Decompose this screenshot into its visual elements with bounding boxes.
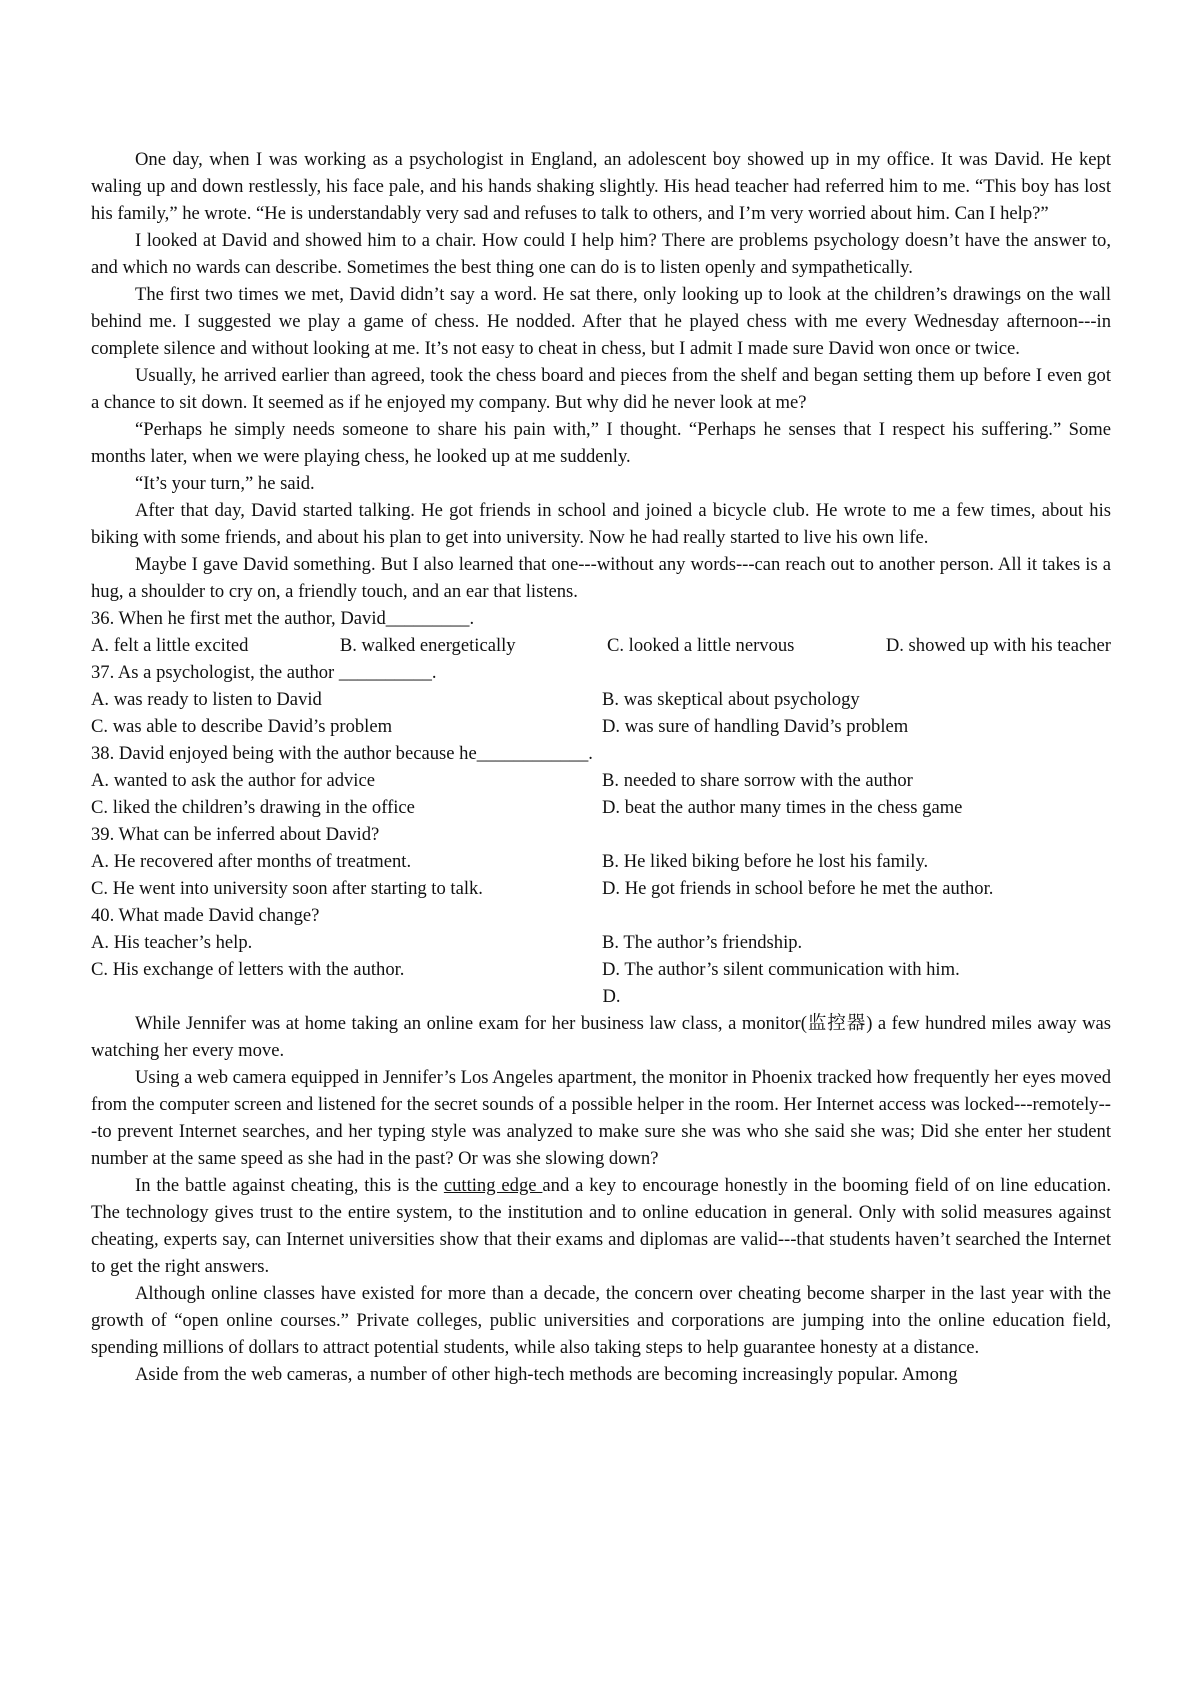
passage-c-paragraph-7: After that day, David started talking. He got friends in school and joined a bicycle club. He wrote to me a few times, about his biking with some friends, and about his plan to get into university. Now he had really started to live his own life. — [91, 500, 1111, 548]
paragraph-text-after: and a key to encourage honestly in the booming field of on line education. The technology gives trust to the entire system, to the institution and to online education in general. Only with solid measures against cheating, experts say, can Internet universities show that their exams and diplomas are valid---that students haven’t searched the Internet to get the right answers. — [91, 1175, 1111, 1277]
question-options-row — [91, 956, 1111, 983]
passage-c-paragraph-4: Usually, he arrived earlier than agreed, took the chess board and pieces from the shelf and began setting them up before I even got a chance to sit down. It seemed as if he enjoyed my company. But why did he never look at me? — [91, 365, 1111, 413]
passage-d-paragraph-5: Aside from the web cameras, a number of other high-tech methods are becoming increasingly popular. Among — [135, 1364, 958, 1385]
passage-d-paragraph-1: While Jennifer was at home taking an online exam for her business law class, a monitor(监控器) a few hundred miles away was watching her every move. — [91, 1013, 1111, 1061]
section-d-heading: D. — [602, 986, 621, 1007]
option-a: A. His teacher’s help. — [91, 932, 253, 953]
passage-d-paragraph-3 — [91, 1172, 1111, 1280]
question-options — [91, 632, 1111, 659]
question-options-row — [91, 929, 1111, 956]
passage-c-paragraph-8: Maybe I gave David something. But I also learned that one---without any words---can reach out to another person. All it takes is a hug, a shoulder to cry on, a friendly touch, and an ear that listens. — [91, 554, 1111, 602]
option-c: C. looked a little nervous — [606, 635, 795, 656]
option-b: B. The author’s friendship. — [602, 932, 803, 953]
exam-page — [91, 146, 1111, 1388]
question-stem: 38. David enjoyed being with the author because he____________. — [91, 743, 593, 764]
option-c: C. liked the children’s drawing in the office — [91, 797, 415, 818]
question-40 — [91, 902, 1111, 983]
option-c: C. was able to describe David’s problem — [91, 716, 393, 737]
passage-c-paragraph-6: “It’s your turn,” he said. — [135, 473, 315, 494]
question-options-row — [91, 713, 1111, 740]
question-37 — [91, 659, 1111, 740]
question-options-row — [91, 794, 1111, 821]
option-d: D. He got friends in school before he met the author. — [602, 878, 994, 899]
option-d: D. beat the author many times in the chess game — [602, 797, 963, 818]
option-d: D. The author’s silent communication with him. — [602, 959, 960, 980]
passage-d-paragraph-4: Although online classes have existed for more than a decade, the concern over cheating become sharper in the last year with the growth of “open online courses.” Private colleges, public universities and corporations are jumping into the online education field, spending millions of dollars to attract potential students, while also taking steps to help guarantee honesty at a distance. — [91, 1283, 1111, 1358]
passage-c-paragraph-1: One day, when I was working as a psychologist in England, an adolescent boy showed up in my office. It was David. He kept waling up and down restlessly, his face pale, and his hands shaking slightly. His head teacher had referred him to me. “This boy has lost his family,” he wrote. “He is understandably very sad and refuses to talk to others, and I’m very worried about him. Can I help?” — [91, 149, 1111, 224]
option-a: A. felt a little excited — [91, 635, 249, 656]
question-stem: 37. As a psychologist, the author __________. — [91, 662, 437, 683]
option-b: B. needed to share sorrow with the author — [602, 770, 913, 791]
question-options-row — [91, 875, 1111, 902]
option-a: A. wanted to ask the author for advice — [91, 770, 375, 791]
option-a: A. He recovered after months of treatment. — [91, 851, 412, 872]
question-39 — [91, 821, 1111, 902]
option-c: C. His exchange of letters with the author. — [91, 959, 405, 980]
underlined-phrase: cutting edge — [443, 1175, 543, 1196]
question-36 — [91, 605, 1111, 659]
option-b: B. He liked biking before he lost his family. — [602, 851, 929, 872]
question-stem: 40. What made David change? — [91, 905, 320, 926]
question-options-row — [91, 767, 1111, 794]
question-options-row — [91, 686, 1111, 713]
paragraph-text-before: In the battle against cheating, this is the — [135, 1175, 444, 1196]
option-a: A. was ready to listen to David — [91, 689, 322, 710]
question-stem: 36. When he first met the author, David_________. — [91, 608, 475, 629]
option-d: D. was sure of handling David’s problem — [602, 716, 909, 737]
passage-d-paragraph-2: Using a web camera equipped in Jennifer’s Los Angeles apartment, the monitor in Phoenix tracked how frequently her eyes moved from the computer screen and listened for the secret sounds of a possible helper in the room. Her Internet access was locked---remotely---to prevent Internet searches, and her typing style was analyzed to make sure she was who she said she was; Did she enter her student number at the same speed as she had in the past? Or was she slowing down? — [91, 1067, 1111, 1169]
passage-c-paragraph-5: “Perhaps he simply needs someone to share his pain with,” I thought. “Perhaps he senses that I respect his suffering.” Some months later, when we were playing chess, he looked up at me suddenly. — [91, 419, 1111, 467]
option-b: B. was skeptical about psychology — [602, 689, 860, 710]
question-options-row — [91, 848, 1111, 875]
passage-c-paragraph-2: I looked at David and showed him to a chair. How could I help him? There are problems psychology doesn’t have the answer to, and which no wards can describe. Sometimes the best thing one can do is to listen openly and sympathetically. — [91, 230, 1111, 278]
option-b: B. walked energetically — [339, 635, 516, 656]
option-d: D. showed up with his teacher — [885, 635, 1111, 656]
option-c: C. He went into university soon after starting to talk. — [91, 878, 483, 899]
passage-c-paragraph-3: The first two times we met, David didn’t say a word. He sat there, only looking up to look at the children’s drawings on the wall behind me. I suggested we play a game of chess. He nodded. After that he played chess with me every Wednesday afternoon---in complete silence and without looking at me. It’s not easy to cheat in chess, but I admit I made sure David won once or twice. — [91, 284, 1111, 359]
question-38 — [91, 740, 1111, 821]
question-stem: 39. What can be inferred about David? — [91, 824, 380, 845]
